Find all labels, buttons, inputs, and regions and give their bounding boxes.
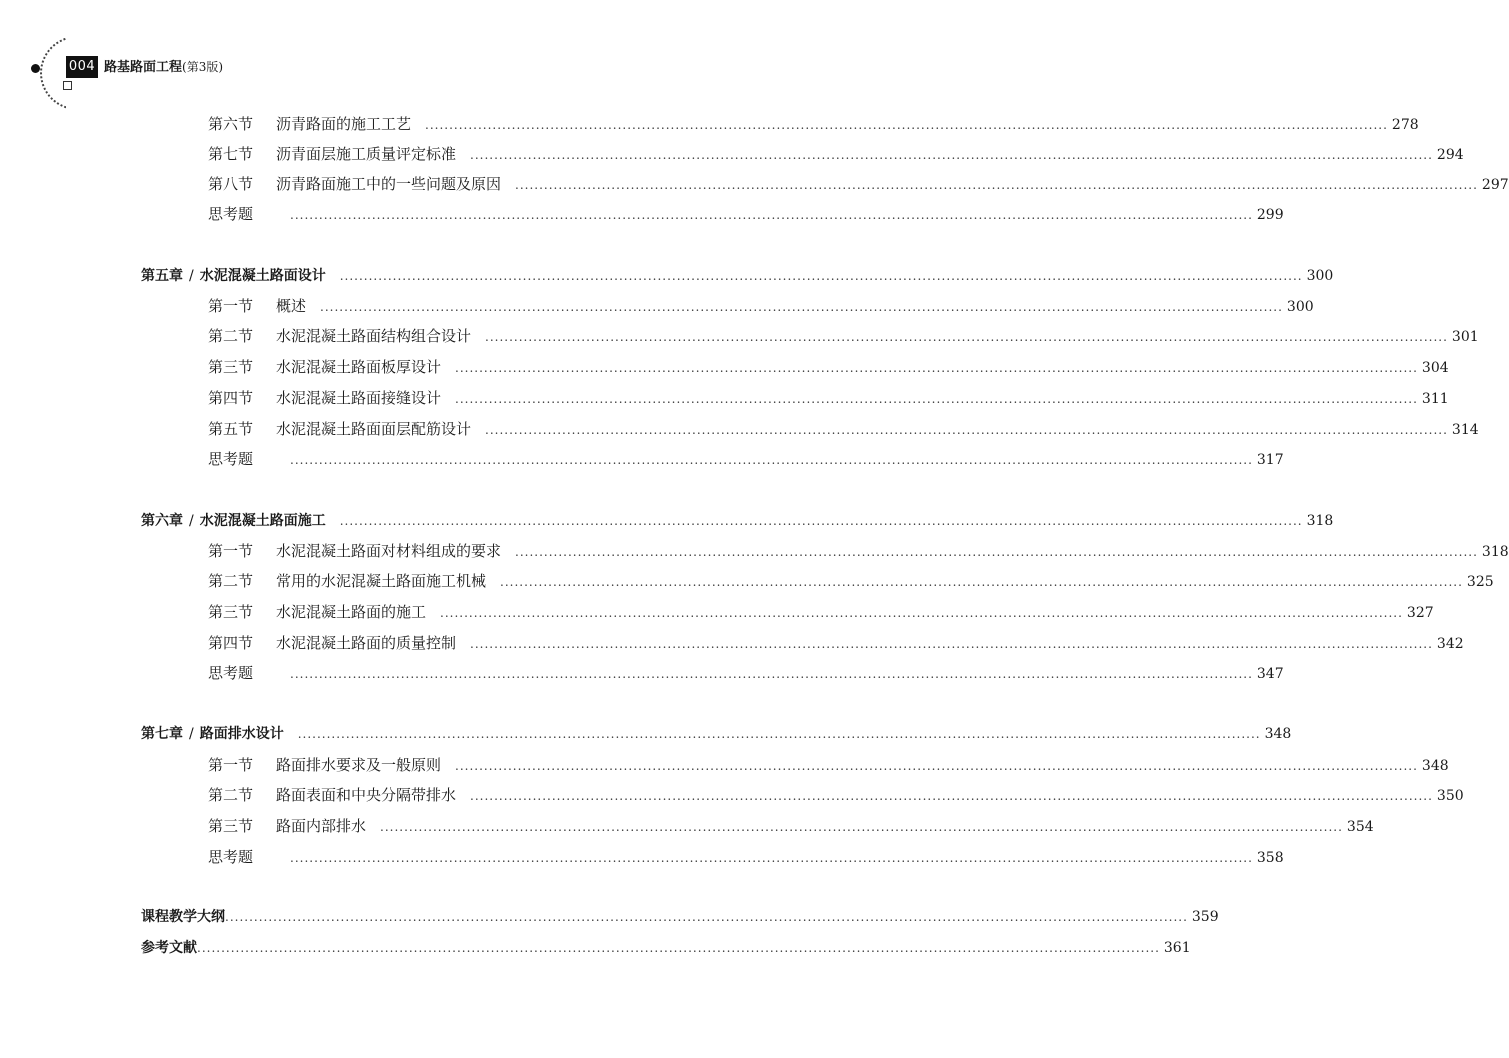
dot-leader: ........................................................................................................................................................................................................ [455,361,1418,375]
toc-chapter-entry[interactable] [141,510,1334,532]
toc-section-entry[interactable] [208,448,1284,471]
toc-section-entry[interactable] [208,570,1494,593]
toc-entry-label [208,846,276,868]
toc-entry-label [141,937,197,959]
toc-entry-label [208,815,366,837]
section-number: 第六节 [208,115,254,133]
dot-leader: ........................................................................................................................................................................................................ [440,606,1403,620]
toc-entry-label [208,540,501,562]
dot-leader: ........................................................................................................................................................................................................ [470,148,1433,162]
toc-entry-label [208,203,276,225]
page-number: 004 [66,56,98,78]
toc-page-number: 300 [1286,299,1314,315]
chapter-separator: / [189,513,194,529]
toc-page-number: 299 [1256,207,1284,223]
toc-page-number: 301 [1451,329,1479,345]
section-number: 第五节 [208,420,254,438]
section-number: 思考题 [208,205,254,223]
section-title: 沥青路面的施工工艺 [276,115,412,133]
dot-leader: ........................................................................................................................................................................................................ [197,941,1160,955]
section-title: 路面排水要求及一般原则 [276,756,442,774]
section-title: 路面内部排水 [276,817,367,835]
header-square-ornament [63,81,72,90]
toc-page-number: 354 [1346,819,1374,835]
toc-entry-label [208,325,471,347]
section-title: 水泥混凝土路面板厚设计 [276,358,442,376]
toc-entry-label [141,265,326,287]
section-number: 第三节 [208,603,254,621]
toc-entry-label [208,662,276,684]
toc-section-entry[interactable] [208,418,1479,441]
chapter-number: 第六章 [141,513,183,529]
toc-top-entry[interactable] [141,937,1191,959]
toc-page-number: 348 [1264,726,1292,742]
dot-leader: ........................................................................................................................................................................................................ [290,208,1253,222]
toc-page-number: 317 [1256,452,1284,468]
toc-entry-label [208,632,456,654]
toc-section-entry[interactable] [208,754,1449,777]
toc-page-number: 318 [1306,513,1334,529]
toc-entry-label [208,418,471,440]
section-number: 第一节 [208,297,254,315]
dot-leader: ........................................................................................................................................................................................................ [485,423,1448,437]
toc-page-number: 342 [1436,636,1464,652]
section-number: 思考题 [208,664,254,682]
dot-leader: ........................................................................................................................................................................................................ [455,759,1418,773]
chapter-title: 路面排水设计 [199,726,284,742]
dot-leader: ........................................................................................................................................................................................................ [290,667,1253,681]
toc-section-entry[interactable] [208,295,1314,318]
toc-entry-label [208,143,456,165]
toc-page-number: 348 [1421,758,1449,774]
toc-page-number: 311 [1421,391,1449,407]
toc-chapter-entry[interactable] [141,723,1292,745]
toc-entry-label [208,173,501,195]
dot-leader: ........................................................................................................................................................................................................ [425,118,1388,132]
section-title: 水泥混凝土路面接缝设计 [276,389,442,407]
toc-section-entry[interactable] [208,632,1464,655]
appendix-title: 课程教学大纲 [141,909,225,925]
section-number: 第二节 [208,327,254,345]
toc-entry-label [208,356,441,378]
section-number: 第三节 [208,817,254,835]
toc-section-entry[interactable] [208,540,1509,563]
section-title: 概述 [276,297,307,315]
toc-page-number: 300 [1306,268,1334,284]
toc-section-entry[interactable] [208,387,1449,410]
dot-leader: ........................................................................................................................................................................................................ [320,300,1283,314]
section-title: 路面表面和中央分隔带排水 [276,786,457,804]
toc-entry-label [141,510,326,532]
section-title: 常用的水泥混凝土路面施工机械 [276,572,487,590]
section-title: 水泥混凝土路面的质量控制 [276,634,457,652]
toc-page-number: 297 [1481,177,1509,193]
dot-leader: ........................................................................................................................................................................................................ [485,330,1448,344]
section-title: 水泥混凝土路面的施工 [276,603,427,621]
toc-entry-label [208,754,441,776]
dot-leader: ........................................................................................................................................................................................................ [339,269,1303,283]
toc-entry-label [141,906,225,928]
section-number: 第七节 [208,145,254,163]
toc-top-entry[interactable] [141,906,1219,928]
chapter-title: 水泥混凝土路面设计 [199,268,326,284]
toc-entry-label [141,723,284,745]
dot-leader: ........................................................................................................................................................................................................ [470,789,1433,803]
toc-page-number: 327 [1406,605,1434,621]
section-number: 第二节 [208,786,254,804]
section-title: 水泥混凝土路面面层配筋设计 [276,420,472,438]
toc-section-entry[interactable] [208,601,1434,624]
section-title: 水泥混凝土路面对材料组成的要求 [276,542,502,560]
dot-leader: ........................................................................................................................................................................................................ [470,637,1433,651]
dot-leader: ........................................................................................................................................................................................................ [290,851,1253,865]
toc-entry-label [208,784,456,806]
chapter-separator: / [189,726,194,742]
toc-section-entry[interactable] [208,203,1284,226]
dot-leader: ........................................................................................................................................................................................................ [380,820,1343,834]
toc-section-entry[interactable] [208,113,1419,136]
toc-section-entry[interactable] [208,173,1509,196]
toc-section-entry[interactable] [208,815,1374,838]
section-number: 思考题 [208,848,254,866]
chapter-number: 第五章 [141,268,183,284]
toc-page-number: 294 [1436,147,1464,163]
toc-entry-label [208,570,486,592]
section-title: 水泥混凝土路面结构组合设计 [276,327,472,345]
dot-leader: ........................................................................................................................................................................................................ [290,453,1253,467]
toc-page-number: 304 [1421,360,1449,376]
section-title: 沥青面层施工质量评定标准 [276,145,457,163]
dot-leader: ........................................................................................................................................................................................................ [455,392,1418,406]
chapter-number: 第七章 [141,726,183,742]
section-number: 第四节 [208,389,254,407]
section-number: 思考题 [208,450,254,468]
book-title [104,57,223,78]
dot-leader: ........................................................................................................................................................................................................ [515,545,1478,559]
toc-section-entry[interactable] [208,143,1464,166]
toc-page-number: 325 [1466,574,1494,590]
chapter-separator: / [189,268,194,284]
section-number: 第三节 [208,358,254,376]
header-bullet-dot [31,64,40,73]
toc-page-number: 358 [1256,850,1284,866]
toc-page-number: 347 [1256,666,1284,682]
toc-page-number: 350 [1436,788,1464,804]
section-number: 第八节 [208,175,254,193]
toc-section-entry[interactable] [208,325,1479,348]
section-title: 沥青路面施工中的一些问题及原因 [276,175,502,193]
chapter-title: 水泥混凝土路面施工 [199,513,326,529]
toc-entry-label [208,601,426,623]
toc-page-number: 318 [1481,544,1509,560]
book-edition: (第3版) [182,60,224,74]
section-number: 第一节 [208,542,254,560]
toc-chapter-entry[interactable] [141,265,1334,287]
toc-entry-label [208,113,411,135]
appendix-title: 参考文献 [141,940,197,956]
dot-leader: ........................................................................................................................................................................................................ [500,575,1463,589]
dot-leader: ........................................................................................................................................................................................................ [297,727,1261,741]
section-number: 第一节 [208,756,254,774]
toc-entry-label [208,295,306,317]
dot-leader: ........................................................................................................................................................................................................ [225,910,1188,924]
toc-page-number: 278 [1391,117,1419,133]
book-title-text: 路基路面工程 [104,60,183,75]
toc-section-entry[interactable] [208,662,1284,685]
toc-page-number: 361 [1163,940,1191,956]
section-number: 第四节 [208,634,254,652]
toc-page-number: 359 [1191,909,1219,925]
toc-section-entry[interactable] [208,784,1464,807]
section-number: 第二节 [208,572,254,590]
toc-entry-label [208,448,276,470]
dot-leader: ........................................................................................................................................................................................................ [515,178,1478,192]
toc-entry-label [208,387,441,409]
toc-section-entry[interactable] [208,846,1284,869]
toc-page-number: 314 [1451,422,1479,438]
toc-section-entry[interactable] [208,356,1449,379]
dot-leader: ........................................................................................................................................................................................................ [339,514,1303,528]
